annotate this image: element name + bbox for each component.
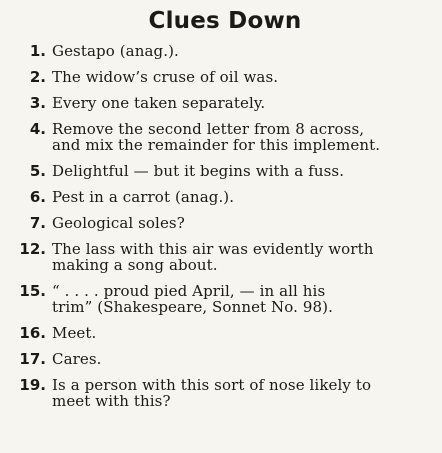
clue-number: 16. — [19, 324, 46, 342]
clue-item — [16, 43, 434, 59]
clue-text: Every one taken separately. — [52, 94, 266, 112]
clue-number: 1. — [29, 42, 46, 60]
clue-item — [16, 325, 434, 341]
clue-item — [16, 95, 434, 111]
clue-text: Cares. — [52, 350, 102, 368]
clue-list — [16, 43, 434, 409]
clue-number: 6. — [29, 188, 46, 206]
section-heading: Clues Down — [148, 8, 302, 34]
clue-text: Meet. — [52, 324, 97, 342]
clue-item — [16, 351, 434, 367]
clue-number: 17. — [19, 350, 46, 368]
clue-item — [16, 377, 434, 409]
clue-text: Pest in a carrot (anag.). — [52, 188, 235, 206]
clue-number: 7. — [29, 214, 46, 232]
clue-item — [16, 163, 434, 179]
clue-text: Geological soles? — [52, 214, 185, 232]
clue-text: Delightful — but it begins with a fuss. — [52, 162, 345, 180]
clue-number: 4. — [29, 120, 46, 138]
clue-text: The lass with this air was evidently worth making a song about. — [52, 240, 374, 274]
clue-number: 15. — [19, 282, 46, 300]
clue-text: The widow’s cruse of oil was. — [52, 68, 279, 86]
clue-text: Gestapo (anag.). — [52, 42, 179, 60]
clue-text: Remove the second letter from 8 across, and mix the remainder for this implement. — [52, 120, 381, 154]
clue-text: Is a person with this sort of nose likely to meet with this? — [52, 376, 372, 410]
clue-item — [16, 69, 434, 85]
clue-number: 2. — [29, 68, 46, 86]
clue-number: 12. — [19, 240, 46, 258]
clue-number: 5. — [29, 162, 46, 180]
clue-text: “ . . . . proud pied April, — in all his trim” (Shakespeare, Sonnet No. 98). — [52, 282, 333, 316]
clue-item — [16, 241, 434, 273]
clue-item — [16, 189, 434, 205]
clue-number: 19. — [19, 376, 46, 394]
clue-item — [16, 121, 434, 153]
clue-item — [16, 283, 434, 315]
clue-number: 3. — [29, 94, 46, 112]
clue-item — [16, 215, 434, 231]
